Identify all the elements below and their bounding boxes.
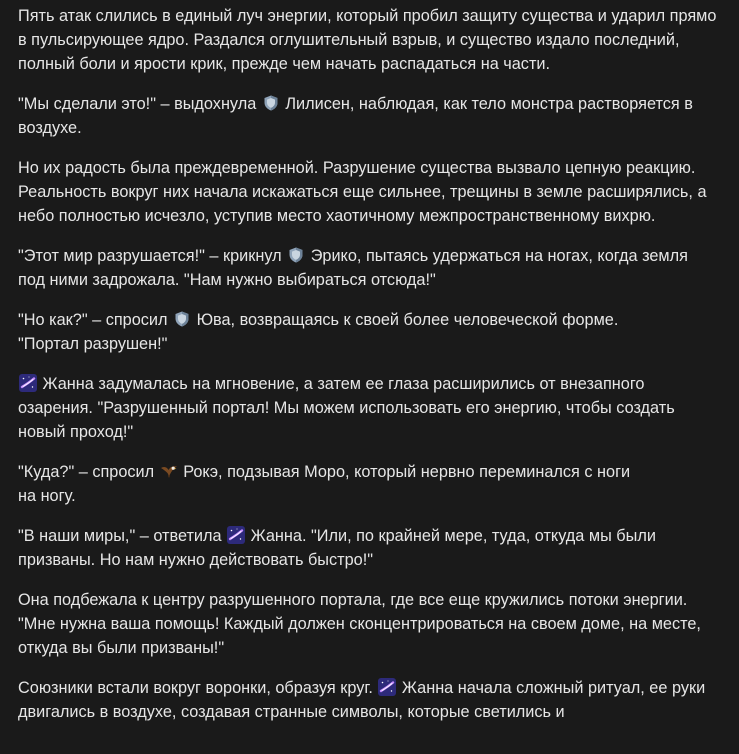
paragraph-text: Союзники встали вокруг воронки, образуя круг. (18, 679, 378, 697)
paragraph-text: "Мы сделали это!" – выдохнула (18, 95, 261, 113)
paragraph (18, 676, 719, 724)
shield-icon (287, 246, 305, 264)
paragraph (18, 588, 719, 660)
paragraph-text: Жанна начала сложный ритуал, ее руки двигались в воздухе, создавая странные символы, которые светились и (18, 679, 706, 721)
galaxy-icon (19, 374, 37, 392)
paragraph (18, 460, 719, 508)
paragraph-text: "В наши миры," – ответила (18, 527, 227, 545)
paragraph-text: Жанна. "Или, по крайней мере, туда, откуда мы были призваны. Но нам нужно действовать быстро!" (18, 527, 656, 569)
paragraph (18, 372, 719, 444)
paragraph (18, 244, 719, 292)
paragraph-text: Но их радость была преждевременной. Разрушение существа вызвало цепную реакцию. Реальность вокруг них начала искажаться еще сильнее, трещины в земле расширялись, а небо полностью исчезло, уступив место хаотичному межпространственному вихрю. (18, 159, 707, 225)
paragraph-text: Эрико, пытаясь удержаться на ногах, когда земля под ними задрожала. "Нам нужно выбираться отсюда!" (18, 247, 688, 289)
galaxy-icon (227, 526, 245, 544)
paragraph (18, 92, 719, 140)
paragraph (18, 524, 719, 572)
paragraph-text: "Этот мир разрушается!" – крикнул (18, 247, 287, 265)
paragraph-text: Лилисен, наблюдая, как тело монстра растворяется в воздухе. (18, 95, 693, 137)
paragraph-text: Пять атак слились в единый луч энергии, который пробил защиту существа и ударил прямо в пульсирующее ядро. Раздался оглушительный взрыв, и существо издало последний, полный боли и ярости крик, прежде чем начать распадаться на части. (18, 7, 717, 73)
shield-icon (173, 310, 191, 328)
eagle-icon (160, 462, 178, 480)
shield-icon (262, 94, 280, 112)
paragraph-text: "Но как?" – спросил (18, 311, 173, 329)
paragraph (18, 156, 719, 228)
paragraph-text: "Портал разрушен!" (18, 335, 168, 353)
paragraph (18, 308, 719, 356)
galaxy-icon (378, 678, 396, 696)
paragraph-text: Жанна задумалась на мгновение, а затем ее глаза расширились от внезапного озарения. "Разрушенный портал! Мы можем использовать его энергию, чтобы создать новый проход!" (18, 375, 675, 441)
paragraph-text: Она подбежала к центру разрушенного портала, где все еще кружились потоки энергии. "Мне нужна ваша помощь! Каждый должен сконцентрироваться на своем доме, на месте, откуда вы были призваны!" (18, 591, 701, 657)
paragraph-text: Рокэ, подзывая Моро, который нервно переминался с ноги (178, 463, 631, 481)
paragraph-text: "Куда?" – спросил (18, 463, 159, 481)
paragraph-text: Юва, возвращаясь к своей более человеческой форме. (192, 311, 619, 329)
paragraph (18, 4, 719, 76)
paragraph-text: на ногу. (18, 487, 76, 505)
